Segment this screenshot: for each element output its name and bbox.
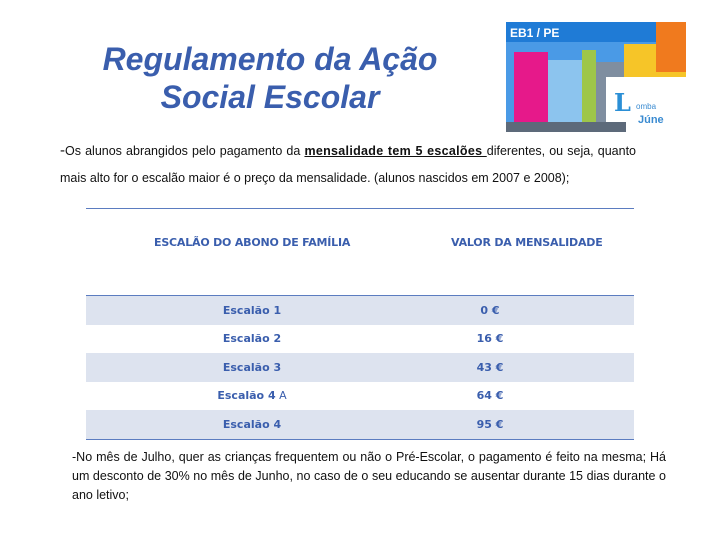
escalao-label: Escalão 3 (222, 360, 282, 374)
valor-cell: 43 € (476, 360, 504, 374)
intro-paragraph (60, 138, 636, 191)
valor-cell: 16 € (476, 332, 504, 346)
intro-dash: - (60, 142, 65, 159)
fees-table (86, 295, 634, 440)
escalao-cell (86, 361, 418, 374)
escalao-cell (86, 332, 418, 345)
escalao-label: Escalão 4 (222, 417, 282, 431)
page-title-line-1: Regulamento da Ação (102, 41, 438, 77)
school-logo (506, 22, 686, 132)
logo-word-bottom: Júne (638, 114, 664, 126)
table-row (86, 296, 634, 325)
column-header-escalao: ESCALÃO DO ABONO DE FAMÍLIA (154, 236, 351, 249)
page-title (60, 40, 480, 116)
escalao-suffix: A (275, 389, 287, 403)
table-row (86, 410, 634, 439)
column-header-valor: VALOR DA MENSALIDADE (451, 236, 603, 249)
intro-emphasis: mensalidade tem 5 escalões (304, 144, 487, 158)
escalao-label: Escalão 2 (222, 332, 282, 346)
valor-cell: 0 € (480, 303, 500, 317)
escalao-cell (86, 304, 418, 317)
page-title-line-2: Social Escolar (160, 79, 380, 115)
intro-text-after: diferentes, ou seja, quanto mais alto for o escalão maior é o preço da mensalidade. (alunos nascidos em 2007 e 2008); (60, 144, 637, 185)
logo-word-top: omba (636, 102, 657, 111)
table-row (86, 325, 634, 354)
divider-line (86, 208, 634, 209)
intro-text-before: Os alunos abrangidos pelo pagamento da (65, 144, 305, 158)
escalao-label: Escalão 1 (222, 303, 282, 317)
escalao-label: Escalão 4 (217, 389, 276, 403)
escalao-cell (86, 389, 418, 402)
table-row (86, 353, 634, 382)
valor-cell: 95 € (476, 417, 504, 431)
footer-paragraph: -No mês de Julho, quer as crianças frequentem ou não o Pré-Escolar, o pagamento é feito na mesma; Há um desconto de 30% no mês de Junho, no caso de o seu educando se ausentar durante 15 dias durante o ano letivo; (72, 450, 666, 502)
table-row (86, 382, 634, 411)
escalao-cell (86, 418, 418, 431)
logo-tag: EB1 / PE (510, 26, 560, 40)
logo-letter: L (614, 88, 631, 117)
valor-cell: 64 € (476, 389, 504, 403)
